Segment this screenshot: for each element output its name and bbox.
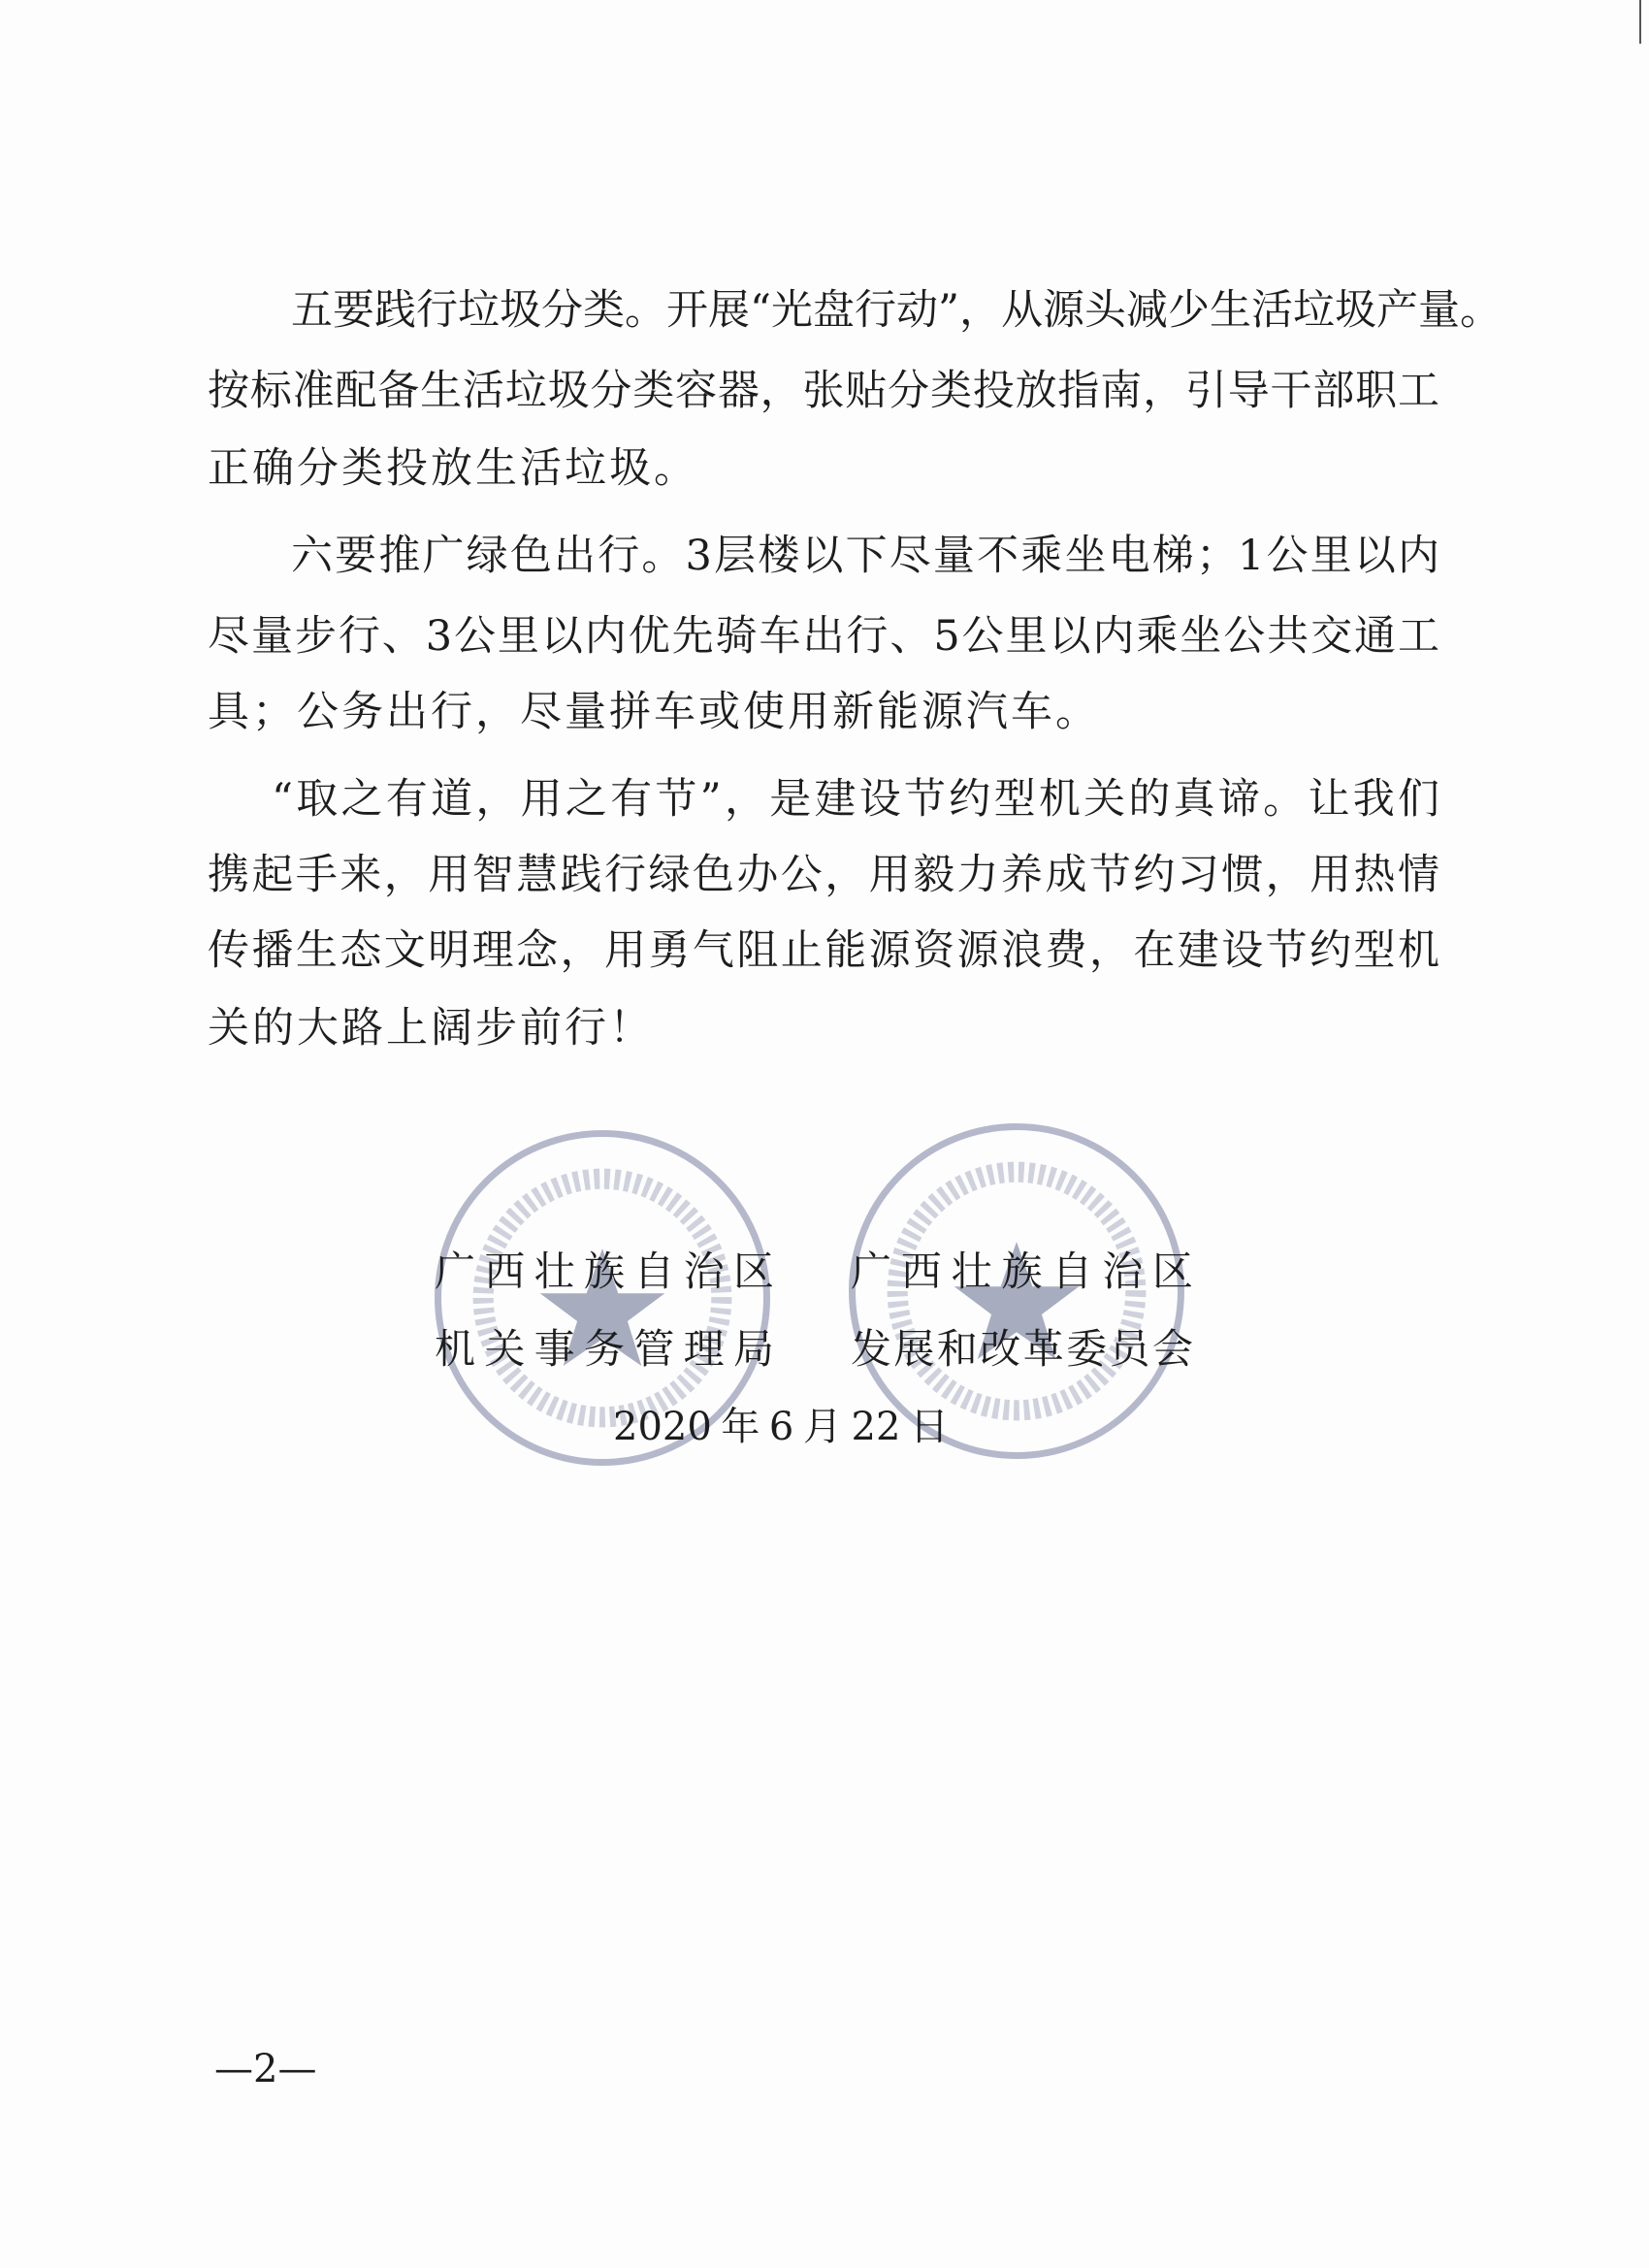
paragraph-6-line-1: 六要推广绿色出行。3层楼以下尽量不乘坐电梯；1公里以内 bbox=[291, 532, 1439, 580]
scan-edge-mark bbox=[1639, 0, 1641, 44]
signature-left-line-1: 广西壮族自治区 bbox=[435, 1247, 774, 1295]
signature-right-line-1: 广西壮族自治区 bbox=[851, 1247, 1193, 1295]
closing-line-4: 关的大路上阔步前行！ bbox=[208, 1004, 654, 1053]
paragraph-5-line-1: 五要践行垃圾分类。开展“光盘行动”，从源头减少生活垃圾产量。 bbox=[291, 286, 1502, 335]
signature-left-line-2: 机关事务管理局 bbox=[435, 1325, 774, 1373]
page-number: —2— bbox=[214, 2047, 317, 2091]
closing-line-2: 携起手来，用智慧践行绿色办公，用毅力养成节约习惯，用热情 bbox=[208, 851, 1439, 899]
closing-line-1: “取之有道，用之有节”，是建设节约型机关的真谛。让我们 bbox=[272, 775, 1439, 824]
paragraph-5-line-2: 按标准配备生活垃圾分类容器，张贴分类投放指南，引导干部职工 bbox=[208, 367, 1439, 415]
paragraph-6-line-2: 尽量步行、3公里以内优先骑车出行、5公里以内乘坐公共交通工 bbox=[208, 612, 1439, 661]
signature-right-line-2: 发展和改革委员会 bbox=[851, 1325, 1193, 1373]
document-date: 2020年6月22日 bbox=[613, 1405, 949, 1449]
paragraph-5-line-3: 正确分类投放生活垃圾。 bbox=[208, 444, 698, 493]
closing-line-3: 传播生态文明理念，用勇气阻止能源资源浪费，在建设节约型机 bbox=[208, 926, 1439, 975]
paragraph-6-line-3: 具；公务出行，尽量拼车或使用新能源汽车。 bbox=[208, 688, 1100, 736]
